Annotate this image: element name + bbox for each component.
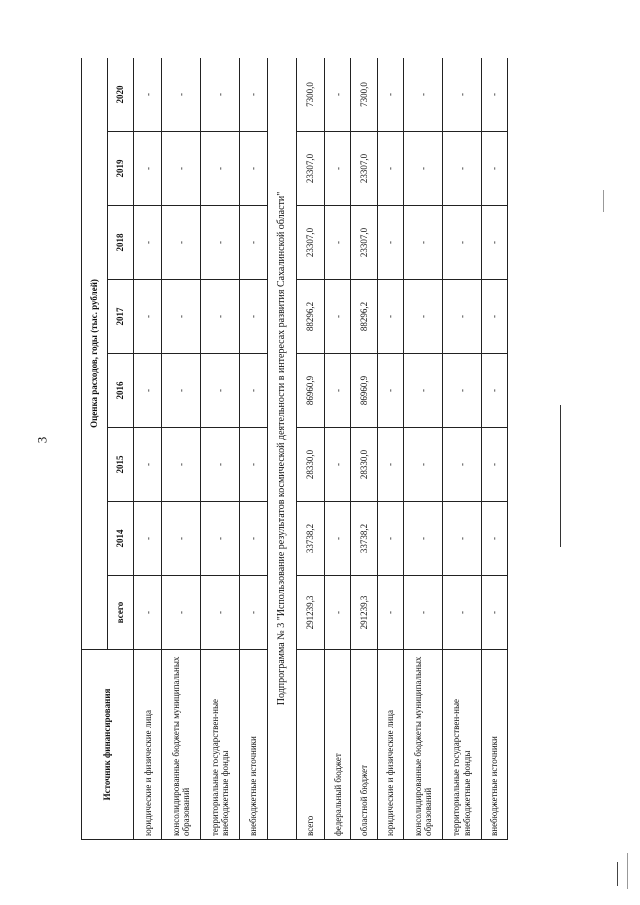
- table-cell: -: [325, 132, 351, 206]
- page-number: 3: [34, 436, 50, 444]
- table-cell: -: [162, 354, 201, 428]
- year-header: всего: [108, 576, 134, 650]
- table-cell: -: [481, 502, 507, 576]
- table-row: [162, 58, 201, 840]
- table-cell: -: [325, 206, 351, 280]
- table-cell: -: [325, 502, 351, 576]
- table-cell: -: [134, 58, 162, 132]
- row-label: внебюджетные источники: [481, 650, 507, 840]
- table-row: [442, 58, 481, 840]
- table-cell: 23307,0: [351, 132, 377, 206]
- scan-mark: [627, 853, 628, 889]
- table-cell: -: [201, 576, 240, 650]
- table-cell: -: [134, 576, 162, 650]
- table-cell: -: [377, 428, 403, 502]
- table-cell: -: [481, 132, 507, 206]
- table-cell: 291239,3: [351, 576, 377, 650]
- table-row: [377, 58, 403, 840]
- table-cell: -: [239, 502, 267, 576]
- table-cell: -: [442, 132, 481, 206]
- table-cell: -: [134, 206, 162, 280]
- table-cell: -: [404, 132, 443, 206]
- table-cell: -: [162, 576, 201, 650]
- table-row: [239, 58, 267, 840]
- table-cell: -: [201, 132, 240, 206]
- margin-line: [560, 405, 561, 547]
- table-cell: 88296,2: [351, 280, 377, 354]
- rotated-table-container: [81, 58, 508, 840]
- table-cell: -: [239, 58, 267, 132]
- table-body: [134, 58, 508, 840]
- year-header: 2014: [108, 502, 134, 576]
- table-cell: 7300,0: [296, 58, 324, 132]
- table-cell: -: [162, 502, 201, 576]
- year-header: 2015: [108, 428, 134, 502]
- table-cell: -: [162, 132, 201, 206]
- funding-table: [81, 58, 508, 840]
- table-cell: -: [404, 428, 443, 502]
- table-cell: 7300,0: [351, 58, 377, 132]
- scan-mark: [617, 862, 618, 886]
- row-label: федеральный бюджет: [325, 650, 351, 840]
- table-cell: -: [481, 576, 507, 650]
- table-row: [201, 58, 240, 840]
- table-cell: -: [134, 428, 162, 502]
- scan-mark: [603, 190, 604, 212]
- row-label: консолидированные бюджеты муниципальных образований: [162, 650, 201, 840]
- table-cell: 23307,0: [296, 206, 324, 280]
- table-cell: -: [377, 576, 403, 650]
- table-cell: 88296,2: [296, 280, 324, 354]
- year-header: 2017: [108, 280, 134, 354]
- table-cell: 23307,0: [296, 132, 324, 206]
- table-row: [404, 58, 443, 840]
- row-label: областной бюджет: [351, 650, 377, 840]
- table-cell: -: [442, 280, 481, 354]
- table-cell: -: [201, 58, 240, 132]
- table-cell: -: [377, 280, 403, 354]
- table-cell: -: [239, 206, 267, 280]
- table-cell: -: [377, 132, 403, 206]
- table-row: [134, 58, 162, 840]
- table-cell: -: [201, 502, 240, 576]
- table-cell: -: [442, 58, 481, 132]
- table-row: [351, 58, 377, 840]
- table-row: [325, 58, 351, 840]
- table-cell: -: [404, 206, 443, 280]
- table-cell: -: [239, 132, 267, 206]
- header-row: [82, 58, 108, 840]
- year-header: 2020: [108, 58, 134, 132]
- table-cell: -: [442, 428, 481, 502]
- table-cell: -: [201, 428, 240, 502]
- table-cell: -: [162, 280, 201, 354]
- table-cell: 33738,2: [296, 502, 324, 576]
- table-cell: -: [442, 354, 481, 428]
- table-cell: -: [481, 206, 507, 280]
- table-cell: 86960,9: [296, 354, 324, 428]
- table-cell: -: [481, 280, 507, 354]
- row-label: юридические и физические лица: [134, 650, 162, 840]
- table-cell: -: [201, 280, 240, 354]
- table-row: [296, 58, 324, 840]
- header-estimate: Оценка расходов, годы (тыс. рублей): [82, 58, 108, 650]
- table-cell: -: [404, 502, 443, 576]
- row-label: всего: [296, 650, 324, 840]
- table-cell: -: [404, 58, 443, 132]
- table-cell: -: [481, 354, 507, 428]
- table-cell: -: [442, 502, 481, 576]
- table-cell: -: [377, 58, 403, 132]
- table-cell: -: [442, 576, 481, 650]
- table-cell: -: [325, 428, 351, 502]
- table-cell: 33738,2: [351, 502, 377, 576]
- table-area: [81, 58, 508, 840]
- table-cell: -: [239, 280, 267, 354]
- table-cell: -: [239, 428, 267, 502]
- table-cell: -: [134, 354, 162, 428]
- table-cell: 28330,0: [296, 428, 324, 502]
- row-label: консолидированные бюджеты муниципальных образований: [404, 650, 443, 840]
- subprogram-row: [268, 58, 296, 840]
- table-cell: -: [134, 280, 162, 354]
- table-cell: -: [239, 576, 267, 650]
- table-cell: -: [325, 576, 351, 650]
- table-cell: -: [377, 354, 403, 428]
- table-cell: -: [325, 354, 351, 428]
- table-cell: -: [239, 354, 267, 428]
- year-header: 2016: [108, 354, 134, 428]
- header-source: Источник финансирования: [82, 650, 134, 840]
- subprogram-title: Подпрограмма № 3 "Использование результатов космической деятельности в интересах развития Сахалинской области": [268, 58, 296, 840]
- table-cell: -: [404, 354, 443, 428]
- table-cell: -: [134, 132, 162, 206]
- table-cell: -: [404, 576, 443, 650]
- table-cell: 28330,0: [351, 428, 377, 502]
- table-cell: 291239,3: [296, 576, 324, 650]
- table-cell: -: [404, 280, 443, 354]
- table-cell: -: [481, 58, 507, 132]
- row-label: внебюджетные источники: [239, 650, 267, 840]
- table-cell: -: [325, 58, 351, 132]
- table-cell: -: [377, 206, 403, 280]
- row-label: юридические и физические лица: [377, 650, 403, 840]
- row-label: территориальные государствен-ные внебюджетные фонды: [201, 650, 240, 840]
- table-cell: -: [325, 280, 351, 354]
- table-row: [481, 58, 507, 840]
- table-cell: -: [162, 58, 201, 132]
- table-cell: 86960,9: [351, 354, 377, 428]
- table-cell: -: [481, 428, 507, 502]
- table-cell: -: [201, 354, 240, 428]
- table-cell: -: [442, 206, 481, 280]
- row-label: территориальные государствен-ные внебюджетные фонды: [442, 650, 481, 840]
- table-cell: 23307,0: [351, 206, 377, 280]
- table-cell: -: [162, 206, 201, 280]
- table-cell: -: [201, 206, 240, 280]
- table-cell: -: [134, 502, 162, 576]
- table-cell: -: [162, 428, 201, 502]
- year-header: 2019: [108, 132, 134, 206]
- year-header: 2018: [108, 206, 134, 280]
- table-cell: -: [377, 502, 403, 576]
